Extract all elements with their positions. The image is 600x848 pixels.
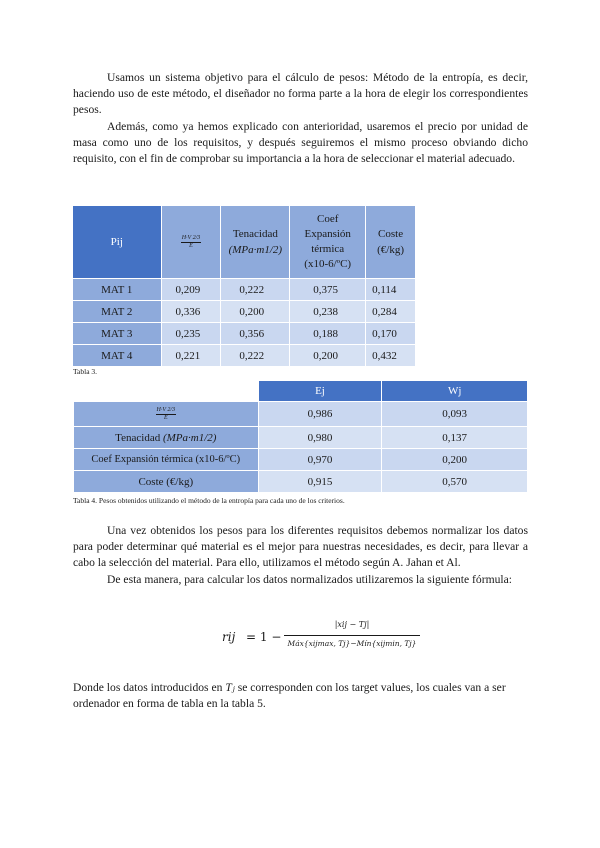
table3-cell: 0,336 <box>161 301 221 323</box>
formula-numerator: |xij − Tj| <box>334 620 370 629</box>
table3-cell: 0,222 <box>221 279 290 301</box>
table3-cell: 0,375 <box>290 279 366 301</box>
formula-lhs: rij <box>222 630 236 644</box>
formula-denominator: Máx{xijmax, Tj}−Mín{xijmin, Tj} <box>287 639 417 648</box>
table3-header-expansion-line4: (x10-6/ºC) <box>304 258 352 270</box>
table3-cell: 0,188 <box>290 323 366 345</box>
table4-cell: 0,093 <box>382 402 528 427</box>
table3-header-expansion <box>290 206 366 279</box>
table4-row-label-hardness <box>74 402 259 427</box>
table4-header-wj: Wj <box>382 381 528 402</box>
table-row <box>73 279 416 301</box>
table3-row-label: MAT 2 <box>73 301 162 323</box>
table3-header-expansion-line2: Expansión <box>304 228 351 240</box>
table3-header-hardness-num: H·V 2/3 <box>181 234 201 241</box>
table4-row-label-expansion: Coef Expansión térmica (x10-6/ºC) <box>74 449 259 471</box>
table4-cell: 0,986 <box>258 402 382 427</box>
table3-header-hardness-den: E <box>189 242 193 249</box>
table3-header-expansion-line1: Coef <box>317 213 339 225</box>
table4-row-label-toughness <box>74 427 259 449</box>
table-row <box>73 323 416 345</box>
table4-cell: 0,970 <box>258 449 382 471</box>
table4-hardness-den: E <box>163 414 168 421</box>
normalization-formula <box>222 618 422 662</box>
table3-header-expansion-line3: térmica <box>311 243 345 255</box>
table3-row-label: MAT 3 <box>73 323 162 345</box>
target-values-paragraph <box>73 680 533 712</box>
formula-fraction-bar <box>284 635 420 636</box>
table4-cell: 0,137 <box>382 427 528 449</box>
table3-cell: 0,221 <box>161 345 221 367</box>
table3-header-cost-line1: Coste <box>378 228 404 240</box>
formula-intro-paragraph: De esta manera, para calcular los datos normalizados utilizaremos la siguiente fórmula: <box>107 573 512 586</box>
table3-header-toughness <box>221 206 290 279</box>
table3-header-hardness <box>161 206 221 279</box>
table3-cell: 0,200 <box>221 301 290 323</box>
table3-cell: 0,238 <box>290 301 366 323</box>
table-row <box>74 427 528 449</box>
target-values-text-before: Donde los datos introducidos en <box>73 681 226 694</box>
table3-header-cost-line2: (€/kg) <box>377 244 404 256</box>
table3-cell: 0,222 <box>221 345 290 367</box>
table3-cell: 0,200 <box>290 345 366 367</box>
table3-header-cost <box>366 206 416 279</box>
table-3 <box>72 205 416 367</box>
table3-cell: 0,356 <box>221 323 290 345</box>
table4-empty-corner <box>74 381 259 402</box>
table-row <box>74 471 528 493</box>
table3-row-label: MAT 1 <box>73 279 162 301</box>
table4-toughness-unit: (MPa·m1/2) <box>162 431 217 444</box>
table3-cell: 0,114 <box>366 279 416 301</box>
table-row <box>73 301 416 323</box>
table-row <box>73 345 416 367</box>
table4-cell: 0,980 <box>258 427 382 449</box>
table4-cell: 0,570 <box>382 471 528 493</box>
formula-equals: = 1 − <box>246 630 282 644</box>
table4-caption: Tabla 4. Pesos obtenidos utilizando el método de la entropía para cada uno de los criterios. <box>73 496 345 505</box>
table4-row-label-cost: Coste (€/kg) <box>74 471 259 493</box>
table-4 <box>73 380 528 493</box>
table3-cell: 0,432 <box>366 345 416 367</box>
table-row <box>74 402 528 427</box>
table3-header-pij: Pij <box>73 206 162 279</box>
table4-toughness-label: Tenacidad <box>115 431 161 444</box>
target-values-symbol: Tⱼ <box>225 681 235 694</box>
table3-cell: 0,209 <box>161 279 221 301</box>
intro-paragraph: Usamos un sistema objetivo para el cálculo de pesos: Método de la entropía, es decir, haciendo uso de este método, el diseñador no forma parte a la hora de elegir los correspondientes pesos. <box>73 71 528 117</box>
table3-cell: 0,170 <box>366 323 416 345</box>
table3-header-toughness-unit: (MPa·m1/2) <box>228 244 283 256</box>
target-values-text-after: se corresponden con los target values, los cuales van a ser ordenador en forma de tabla en la tabla 5. <box>73 681 506 711</box>
table-row <box>74 449 528 471</box>
table3-cell: 0,284 <box>366 301 416 323</box>
table3-row-label: MAT 4 <box>73 345 162 367</box>
table3-cell: 0,235 <box>161 323 221 345</box>
table4-cell: 0,200 <box>382 449 528 471</box>
table4-header-ej: Ej <box>258 381 382 402</box>
requirements-paragraph: Además, como ya hemos explicado con anterioridad, usaremos el precio por unidad de masa como uno de los requisitos, y después seguiremos el mismo proceso obviando dicho requisito, con el fin de comprobar su importancia a la hora de seleccionar el material adecuado. <box>73 120 528 166</box>
normalization-paragraph: Una vez obtenidos los pesos para los diferentes requisitos debemos normalizar los datos para poder determinar qué material es el mejor para nuestras necesidades, es decir, para llevar a cabo la selección del material. Para ello, utilizamos el método según A. Jahan et Al. <box>73 524 528 570</box>
table3-caption: Tabla 3. <box>73 367 98 376</box>
table4-cell: 0,915 <box>258 471 382 493</box>
table4-hardness-num: H·V 2/3 <box>156 406 176 413</box>
table3-header-toughness-label: Tenacidad <box>232 228 278 240</box>
